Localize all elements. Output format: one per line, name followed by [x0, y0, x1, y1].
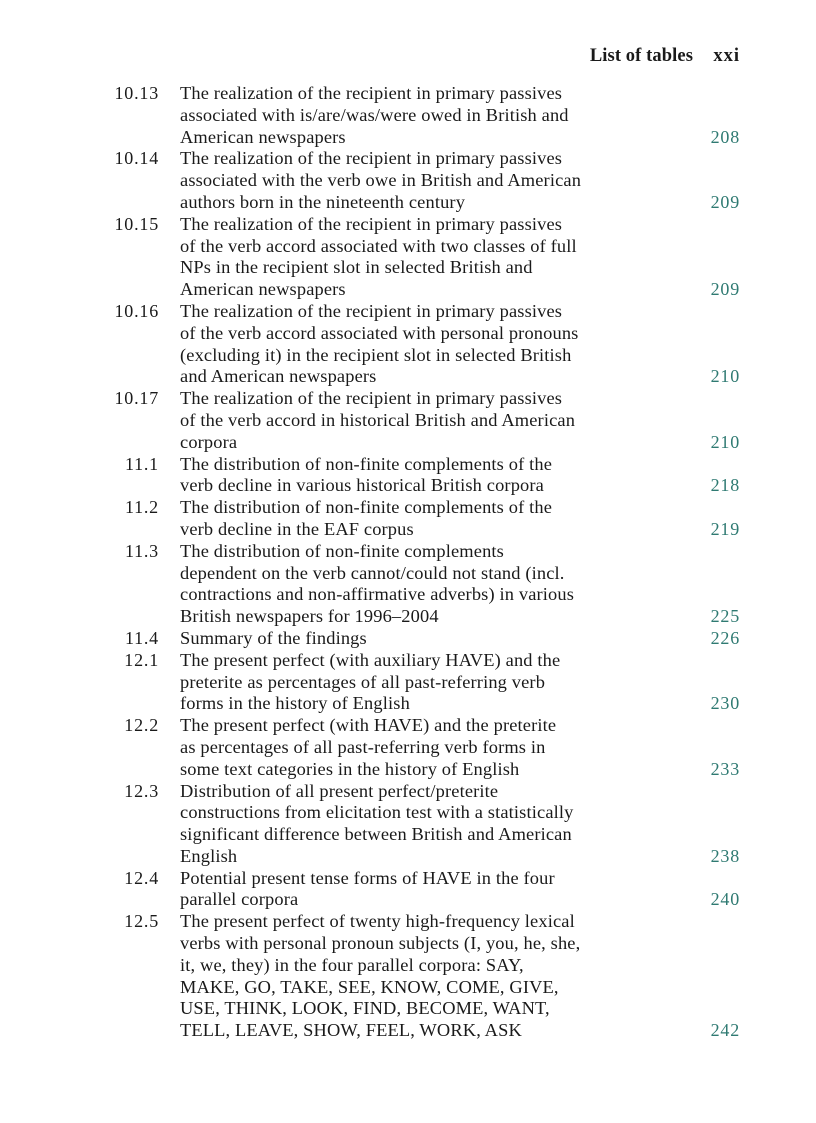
page-number: 226: [710, 627, 740, 648]
page-number: 208: [710, 126, 740, 147]
caption-line: corpora: [180, 431, 238, 452]
page-number: 219: [710, 518, 740, 539]
caption-line: British newspapers for 1996–2004: [180, 606, 439, 627]
table-number: 11.4: [124, 627, 159, 648]
caption-line: as percentages of all past-referring verb forms in: [180, 736, 546, 757]
table-entry: [0, 781, 816, 868]
table-entry: [0, 868, 816, 912]
table-entry: [0, 214, 816, 301]
caption-line: associated with is/are/was/were owed in British and: [180, 104, 569, 125]
table-entry: [0, 497, 816, 541]
table-number: 12.5: [124, 911, 159, 932]
caption-line: The distribution of non-finite complements: [180, 540, 504, 561]
caption-line: American newspapers: [180, 279, 346, 300]
caption-line: contractions and non-affirmative adverbs) in various: [180, 584, 575, 605]
table-entry: [0, 628, 816, 650]
table-caption: [180, 781, 650, 868]
caption-line: The realization of the recipient in primary passives: [180, 213, 563, 234]
table-entry: [0, 650, 816, 715]
table-caption: [180, 301, 650, 388]
table-caption: [180, 83, 650, 148]
caption-line: MAKE, GO, TAKE, SEE, KNOW, COME, GIVE,: [180, 976, 559, 997]
table-number: 10.17: [114, 388, 159, 409]
caption-line: TELL, LEAVE, SHOW, FEEL, WORK, ASK: [180, 1020, 522, 1041]
table-number: 11.3: [124, 540, 159, 561]
table-number: 10.16: [114, 300, 159, 321]
page-number: 209: [710, 279, 740, 300]
table-number: 12.1: [124, 649, 159, 670]
caption-line: The realization of the recipient in primary passives: [180, 83, 563, 103]
table-number: 11.2: [124, 497, 159, 518]
table-entry: [0, 301, 816, 388]
caption-line: parallel corpora: [180, 889, 299, 910]
table-caption: [180, 148, 650, 213]
caption-line: associated with the verb owe in British and American: [180, 170, 582, 191]
table-number: 12.2: [124, 715, 159, 736]
caption-line: of the verb accord associated with personal pronouns: [180, 322, 579, 343]
table-entry: [0, 715, 816, 780]
page-number: 238: [710, 845, 740, 866]
caption-line: it, we, they) in the four parallel corpora: SAY,: [180, 954, 524, 975]
table-entry: [0, 388, 816, 453]
caption-line: preterite as percentages of all past-referring verb: [180, 671, 546, 692]
caption-line: Summary of the findings: [180, 627, 367, 648]
table-entry: [0, 148, 816, 213]
caption-line: The present perfect of twenty high-frequency lexical: [180, 911, 575, 932]
caption-line: USE, THINK, LOOK, FIND, BECOME, WANT,: [180, 998, 550, 1019]
caption-line: verb decline in various historical British corpora: [180, 475, 544, 496]
table-number: 11.1: [124, 453, 159, 474]
table-caption: [180, 911, 650, 1042]
caption-line: and American newspapers: [180, 366, 377, 387]
table-entry: [0, 911, 816, 1042]
caption-line: of the verb accord in historical British and American: [180, 409, 576, 430]
table-caption: [180, 628, 650, 650]
table-number: 10.13: [114, 83, 159, 103]
table-caption: [180, 214, 650, 301]
page-number: 230: [710, 693, 740, 714]
table-caption: [180, 650, 650, 715]
caption-line: The realization of the recipient in primary passives: [180, 148, 563, 169]
caption-line: forms in the history of English: [180, 693, 410, 714]
page-number: 242: [710, 1020, 740, 1041]
caption-line: of the verb accord associated with two classes of full: [180, 235, 577, 256]
page-number: 225: [710, 606, 740, 627]
caption-line: English: [180, 845, 238, 866]
table-number: 10.14: [114, 148, 159, 169]
caption-line: dependent on the verb cannot/could not stand (incl.: [180, 562, 565, 583]
table-caption: [180, 497, 650, 541]
table-number: 10.15: [114, 213, 159, 234]
page-number: 209: [710, 191, 740, 212]
table-caption: [180, 715, 650, 780]
caption-line: (excluding it) in the recipient slot in selected British: [180, 344, 572, 365]
caption-line: The distribution of non-finite complements of the: [180, 497, 553, 518]
table-caption: [180, 541, 650, 628]
caption-line: verbs with personal pronoun subjects (I, you, he, she,: [180, 933, 581, 954]
caption-line: American newspapers: [180, 126, 346, 147]
table-entry: [0, 541, 816, 628]
page-folio: xxi: [713, 46, 740, 66]
caption-line: constructions from elicitation test with a statistically: [180, 802, 574, 823]
caption-line: The realization of the recipient in primary passives: [180, 300, 563, 321]
caption-line: authors born in the nineteenth century: [180, 191, 466, 212]
table-caption: [180, 868, 650, 912]
page-number: 233: [710, 758, 740, 779]
list-of-tables: [0, 83, 816, 1042]
caption-line: some text categories in the history of English: [180, 758, 520, 779]
caption-line: verb decline in the EAF corpus: [180, 518, 414, 539]
page-number: 210: [710, 366, 740, 387]
table-number: 12.3: [124, 780, 159, 801]
page-number: 218: [710, 475, 740, 496]
page-number: 210: [710, 431, 740, 452]
table-number: 12.4: [124, 867, 159, 888]
table-caption: [180, 388, 650, 453]
table-entry: [0, 454, 816, 498]
caption-line: NPs in the recipient slot in selected British and: [180, 257, 533, 278]
caption-line: Distribution of all present perfect/preterite: [180, 780, 499, 801]
running-head-title: List of tables: [589, 46, 693, 66]
caption-line: The realization of the recipient in primary passives: [180, 388, 563, 409]
running-head: [0, 46, 816, 72]
caption-line: The present perfect (with HAVE) and the preterite: [180, 715, 557, 736]
table-caption: [180, 454, 650, 498]
table-entry: [0, 83, 816, 148]
caption-line: significant difference between British and American: [180, 824, 572, 845]
caption-line: The present perfect (with auxiliary HAVE) and the: [180, 649, 561, 670]
caption-line: Potential present tense forms of HAVE in the four: [180, 867, 555, 888]
page-number: 240: [710, 889, 740, 910]
caption-line: The distribution of non-finite complements of the: [180, 453, 553, 474]
